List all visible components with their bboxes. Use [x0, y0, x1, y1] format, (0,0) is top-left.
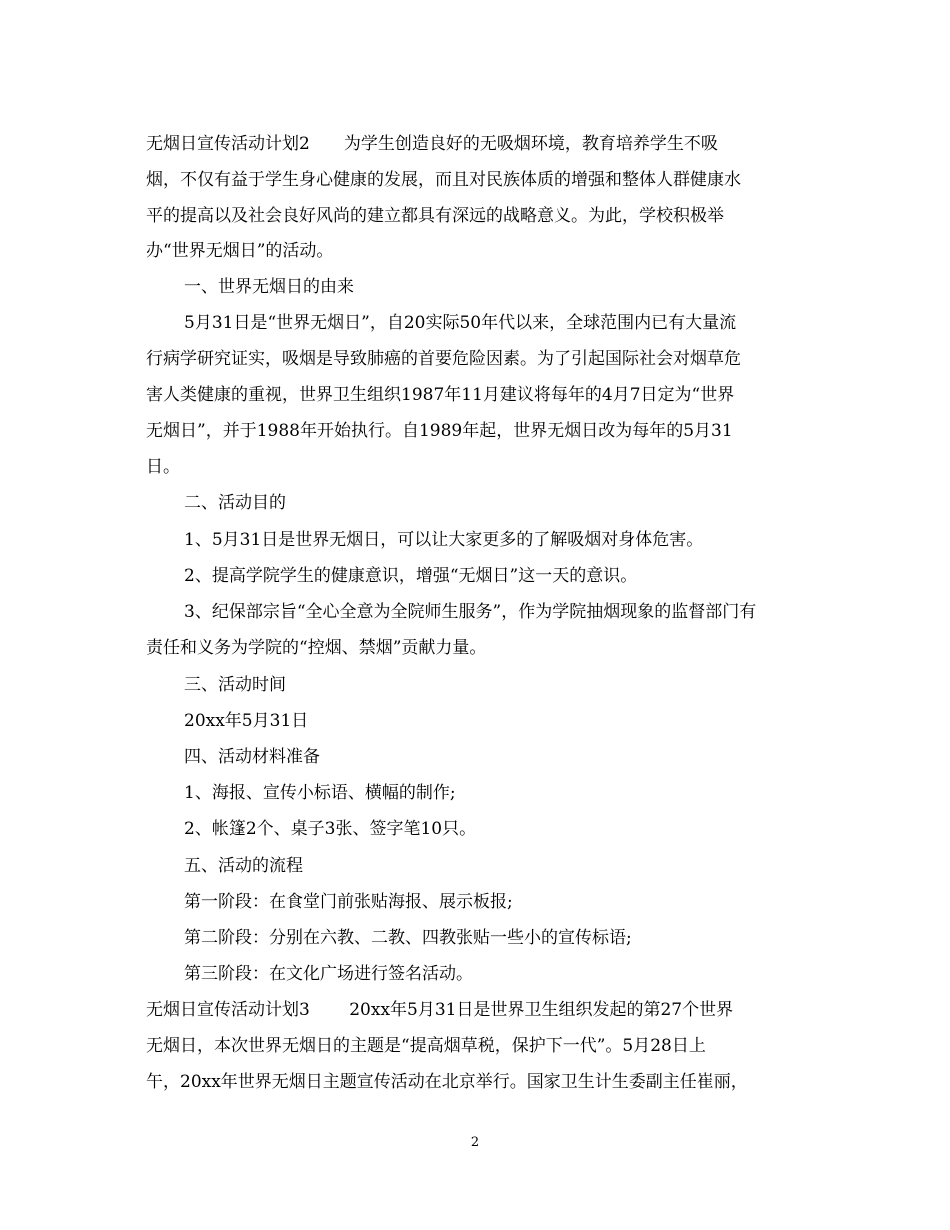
- text-line: 平的提高以及社会良好风尚的建立都具有深远的战略意义。为此，学校积极举: [146, 206, 724, 226]
- text-line: 无烟日宣传活动计划2 为学生创造良好的无吸烟环境，教育培养学生不吸: [146, 134, 718, 154]
- text-line: 午，20xx年世界无烟日主题宣传活动在北京举行。国家卫生计生委副主任崔丽，: [146, 1072, 748, 1092]
- list-item: 2、提高学院学生的健康意识，增强“无烟日”这一天的意识。: [184, 566, 638, 586]
- page-number: 2: [470, 1135, 480, 1150]
- text-line: 无烟日，本次世界无烟日的主题是“提高烟草税，保护下一代”。5月28日上: [146, 1036, 706, 1056]
- section-heading: 三、活动时间: [184, 675, 286, 695]
- text-line: 办“世界无烟日”的活动。: [146, 241, 334, 261]
- section-heading: 二、活动目的: [184, 493, 286, 513]
- list-item: 3、纪保部宗旨“全心全意为全院师生服务”，作为学院抽烟现象的监督部门有: [184, 602, 757, 622]
- text-line: 行病学研究证实，吸烟是导致肺癌的首要危险因素。为了引起国际社会对烟草危: [146, 349, 741, 369]
- text-line: 无烟日宣传活动计划3 20xx年5月31日是世界卫生组织发起的第27个世界: [146, 1000, 734, 1020]
- list-item: 第二阶段：分别在六教、二教、四教张贴一些小的宣传标语;: [184, 928, 632, 948]
- text-line: 害人类健康的重视，世界卫生组织1987年11月建议将每年的4月7日定为“世界: [146, 385, 735, 405]
- text-line: 20xx年5月31日: [184, 711, 309, 731]
- text-line: 烟，不仅有益于学生身心健康的发展，而且对民族体质的增强和整体人群健康水: [146, 170, 741, 190]
- list-item: 2、帐篷2个、桌子3张、签字笔10只。: [184, 819, 477, 839]
- list-item: 1、5月31日是世界无烟日，可以让大家更多的了解吸烟对身体危害。: [184, 530, 704, 550]
- section-heading: 五、活动的流程: [184, 856, 303, 876]
- text-line: 无烟日”，并于1988年开始执行。自1989年起，世界无烟日改为每年的5月31: [146, 421, 733, 441]
- text-line: 责任和义务为学院的“控烟、禁烟”贡献力量。: [146, 638, 487, 658]
- section-heading: 一、世界无烟日的由来: [184, 277, 354, 297]
- list-item: 第一阶段：在食堂门前张贴海报、展示板报;: [184, 892, 513, 912]
- text-line: 日。: [146, 457, 180, 477]
- section-heading: 四、活动材料准备: [184, 747, 320, 767]
- list-item: 第三阶段：在文化广场进行签名活动。: [184, 964, 473, 984]
- text-line: 5月31日是“世界无烟日”，自20实际50年代以来，全球范围内已有大量流: [184, 313, 737, 333]
- list-item: 1、海报、宣传小标语、横幅的制作;: [184, 783, 456, 803]
